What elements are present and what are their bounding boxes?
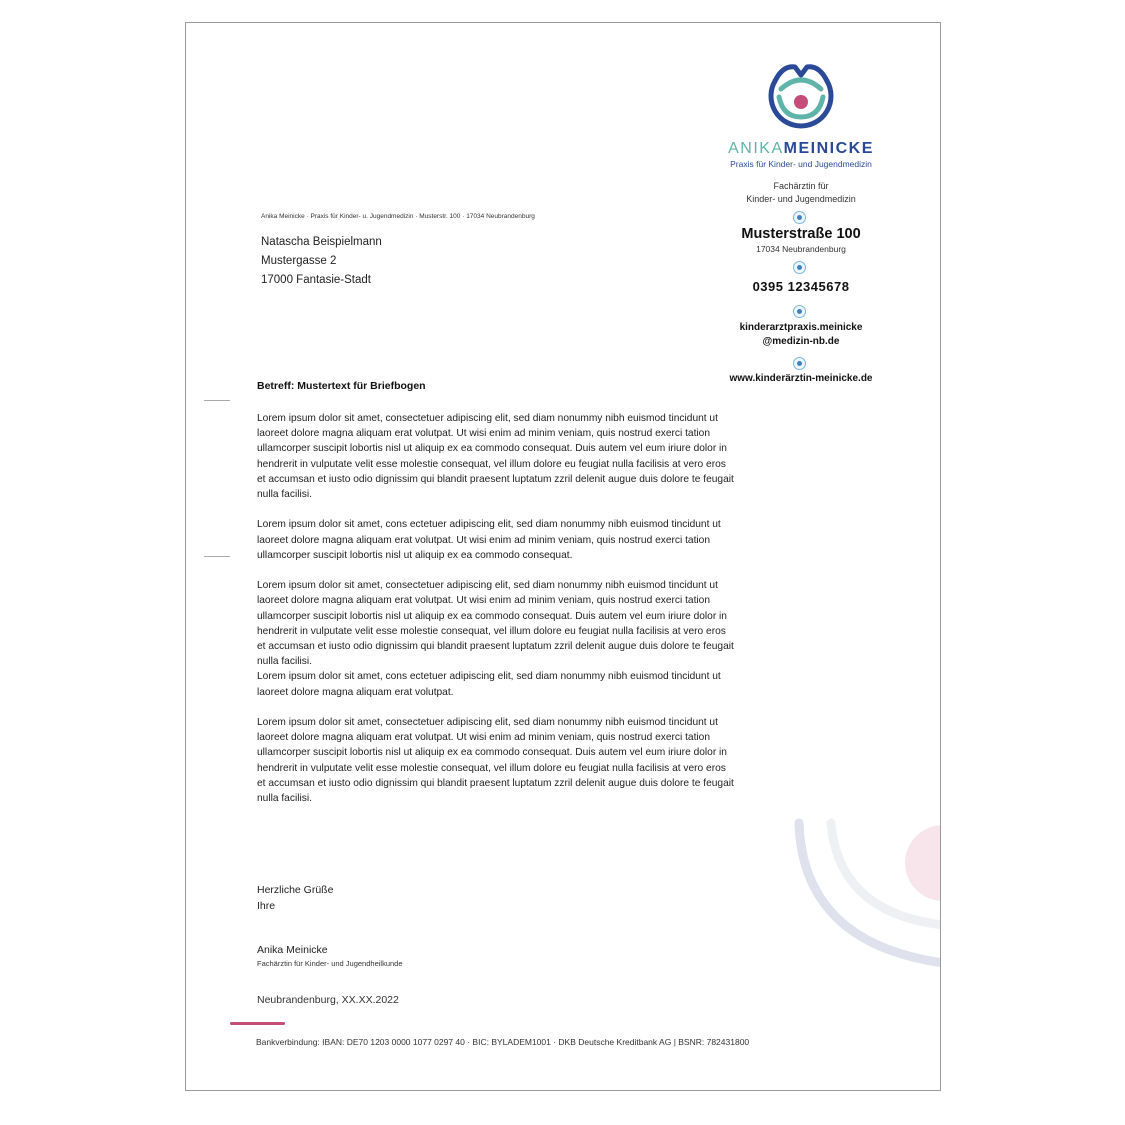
recipient-city: 17000 Fantasie-Stadt (261, 274, 371, 286)
phone-icon (793, 261, 806, 274)
paragraph-1: Lorem ipsum dolor sit amet, consectetuer adipiscing elit, sed diam nonummy nibh euismod tincidunt ut laoreet dolore magna aliquam erat volutpat. Ut wisi enim ad minim veniam, quis nostrud exerci tation ullamcorper suscipit lobortis nisl ut aliquip ex ea commodo consequat. Duis autem vel eum iriure dolor in hendrerit in vulputate velit esse molestie consequat, vel illum dolore eu feugiat nulla facilisis at vero eros et accumsan et iusto odio dignissim qui blandit praesent luptatum zzril delenit augue duis dolore te feugait nulla facilisi. (257, 413, 734, 501)
bank-details: Bankverbindung: IBAN: DE70 1203 0000 1077 0297 40 · BIC: BYLADEM1001 · DKB Deutsche Kreditbank AG | BSNR: 782431800 (256, 1037, 750, 1047)
phone-number: 0395 12345678 (752, 279, 850, 294)
specialty (716, 180, 886, 206)
signature-name: Anika Meinicke (257, 944, 328, 956)
email-line-2: @medizin-nb.de (762, 336, 840, 347)
subject-line: Betreff: Mustertext für Briefbogen (257, 380, 426, 392)
website: www.kinderärztin-meinicke.de (729, 373, 873, 384)
practice-logo-icon (761, 59, 841, 131)
email-icon (793, 305, 806, 318)
paragraph-5: Lorem ipsum dolor sit amet, consectetuer adipiscing elit, sed diam nonummy nibh euismod tincidunt ut laoreet dolore magna aliquam erat volutpat. Ut wisi enim ad minim veniam, quis nostrud exerci tation ullamcorper suscipit lobortis nisl ut aliquip ex ea commodo consequat. Duis autem vel eum iriure dolor in hendrerit in vulputate velit esse molestie consequat, vel illum dolore eu feugiat nulla facilisis at vero eros et accumsan et iusto odio dignissim qui blandit praesent luptatum zzril delenit augue duis dolore te feugait nulla facilisi. (257, 717, 734, 805)
letter-body (257, 411, 737, 821)
email-line-1: kinderarztpraxis.meinicke (739, 322, 863, 333)
closing-greeting: Herzliche Grüße (257, 884, 334, 896)
home-icon (793, 211, 806, 224)
city-address: 17034 Neubrandenburg (756, 244, 846, 254)
signature-title: Fachärztin für Kinder- und Jugendheilkunde (257, 959, 403, 968)
web-icon (793, 357, 806, 370)
brand-name (721, 140, 881, 158)
brand-last-name: MEINICKE (783, 140, 874, 157)
brand-first-name: ANIKA (728, 140, 784, 157)
fold-mark-top (204, 400, 230, 401)
specialty-line-2: Kinder- und Jugendmedizin (746, 194, 856, 204)
letter-page (185, 22, 941, 1091)
footer-accent-bar (230, 1022, 285, 1025)
recipient-address (261, 233, 382, 290)
paragraph-3: Lorem ipsum dolor sit amet, consectetuer adipiscing elit, sed diam nonummy nibh euismod tincidunt ut laoreet dolore magna aliquam erat volutpat. Ut wisi enim ad minim veniam, quis nostrud exerci tation ullamcorper suscipit lobortis nisl ut aliquip ex ea commodo consequat. Duis autem vel eum iriure dolor in hendrerit in vulputate velit esse molestie consequat, vel illum dolore eu feugiat nulla facilisis at vero eros et accumsan et iusto odio dignissim qui blandit praesent luptatum zzril delenit augue duis dolore te feugait nulla facilisi. (257, 580, 734, 668)
recipient-name: Natascha Beispielmann (261, 236, 382, 248)
recipient-street: Mustergasse 2 (261, 255, 337, 267)
letter-date: Neubrandenburg, XX.XX.2022 (257, 994, 399, 1006)
sender-return-line: Anika Meinicke · Praxis für Kinder- u. Jugendmedizin · Musterstr. 100 · 17034 Neubrandenburg (261, 213, 535, 220)
decorative-arcs (781, 813, 941, 973)
paragraph-2: Lorem ipsum dolor sit amet, cons ectetuer adipiscing elit, sed diam nonummy nibh euismod tincidunt ut laoreet dolore magna aliquam erat volutpat. Ut wisi enim ad minim veniam, quis nostrud exerci tation ullamcorper suscipit lobortis nisl ut aliquip ex ea commodo consequat. (257, 519, 721, 561)
closing-ihre: Ihre (257, 899, 276, 912)
brand-subtitle: Praxis für Kinder- und Jugendmedizin (730, 159, 872, 169)
specialty-line-1: Fachärztin für (773, 181, 829, 191)
paragraph-4: Lorem ipsum dolor sit amet, cons ectetuer adipiscing elit, sed diam nonummy nibh euismod tincidunt ut laoreet dolore magna aliquam erat volutpat. (257, 671, 721, 698)
email-address (716, 321, 886, 349)
fold-mark-middle (204, 556, 230, 557)
closing (257, 883, 333, 914)
street-address: Musterstraße 100 (741, 226, 861, 242)
